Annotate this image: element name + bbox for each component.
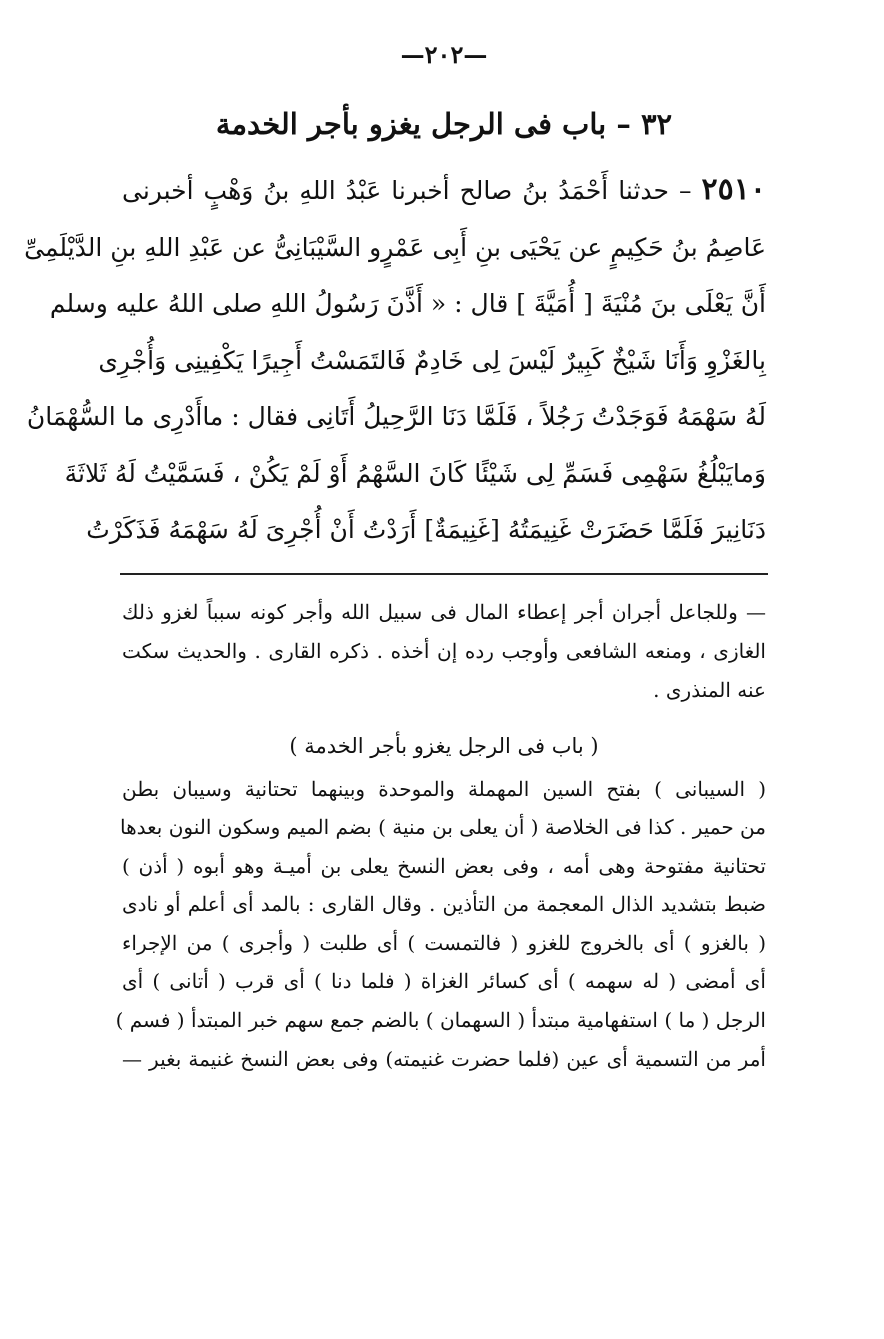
hadith-line: وَمايَبْلُغُ سَهْمِى فَسَمِّ لِى شَيْئًا كَانَ السَّهْمُ أَوْ لَمْ يَكُنْ ، فَسَمَّيْتُ لَهُ ثَلاثَةَ [64,458,766,488]
commentary-title: ( باب فى الرجل يغزو بأجر الخدمة ) [289,733,599,758]
footnote-separator [120,573,768,575]
page-number: —٢٠٢— [400,40,488,69]
commentary-line: من حمير . كذا فى الخلاصة ( أن يعلى بن منية ) بضم الميم وسكون النون بعدها [120,815,766,840]
commentary-line: أمر من التسمية أى عين (فلما حضرت غنيمته) وفى بعض النسخ غنيمة بغير — [122,1046,766,1071]
hadith-line: ٢٥١٠ – حدثنا أَحْمَدُ بنُ صالح أخبرنا عَبْدُ اللهِ بنُ وَهْبٍ أخبرنى [122,172,766,207]
hadith-line: عَاصِمُ بنُ حَكِيمٍ عن يَحْيَى بنِ أَبِى عَمْرٍو السَّيْبَانِىُّ عن عَبْدِ اللهِ بنِ الدَّيْلَمِىِّ [24,232,766,262]
footnote-text: — وللجاعل أجران أجر إعطاء المال فى سبيل الله وأجر كونه سبباً لغزو ذلك الغازى ، ومنعه الشافعى وأوجب رده إن أخذه . ذكره القارى . والحديث سكت عنه المنذرى . [122,599,766,702]
commentary-text [115,770,766,1079]
hadith-line: أَنَّ يَعْلَى بنَ مُنْيَةَ [ أُمَيَّةَ ] قال : « أَذَّنَ رَسُولُ اللهِ صلى اللهُ عليه وسلم [49,289,766,318]
chapter-title: ٣٢ – باب فى الرجل يغزو بأجر الخدمة [215,107,673,141]
hadith-number: ٢٥١٠ [701,172,766,207]
hadith-text [24,162,766,559]
commentary-line: تحتانية مفتوحة وهى أمه ، وفى بعض النسخ يعلى بن أميـة وهو أبوه ( أذن ) [122,853,766,878]
hadith-line: لَهُ سَهْمَهُ فَوَجَدْتُ رَجُلاً ، فَلَمَّا دَنَا الرَّحِيلُ أَتَانِى فقال : ماأَدْرِى ما السُّهْمَانُ [26,402,766,431]
commentary-line: أى أمضى ( له سهمه ) أى كسائر الغزاة ( فلما دنا ) أى قرب ( أتانى ) أى [122,969,766,994]
commentary-line: الرجل ( ما ) استفهامية مبتدأ ( السهمان ) بالضم جمع سهم خبر المبتدأ ( فسم ) [115,1008,766,1033]
hadith-line: بِالغَزْوِ وَأَنَا شَيْخٌ كَبِيرٌ لَيْسَ لِى خَادِمٌ فَالتَمَسْتُ أَجِيرًا يَكْفِينِى وَأُجْرِى [98,345,766,375]
hadith-line: دَنَانِيرَ فَلَمَّا حَضَرَتْ غَنِيمَتُهُ [غَنِيمَةٌ] أَرَدْتُ أَنْ أُجْرِىَ لَهُ سَهْمَهُ فَذَكَرْتُ [86,515,766,544]
commentary-line: ( بالغزو ) أى بالخروج للغزو ( فالتمست ) أى طلبت ( وأجرى ) من الإجراء [122,930,766,955]
commentary-line: ( السيبانى ) بفتح السين المهملة والموحدة وبينهما تحتانية وسيبان بطن [122,776,766,801]
commentary-line: ضبط بتشديد الذال المعجمة من التأذين . وقال القارى : بالمد أى أعلم أو نادى [122,892,766,917]
